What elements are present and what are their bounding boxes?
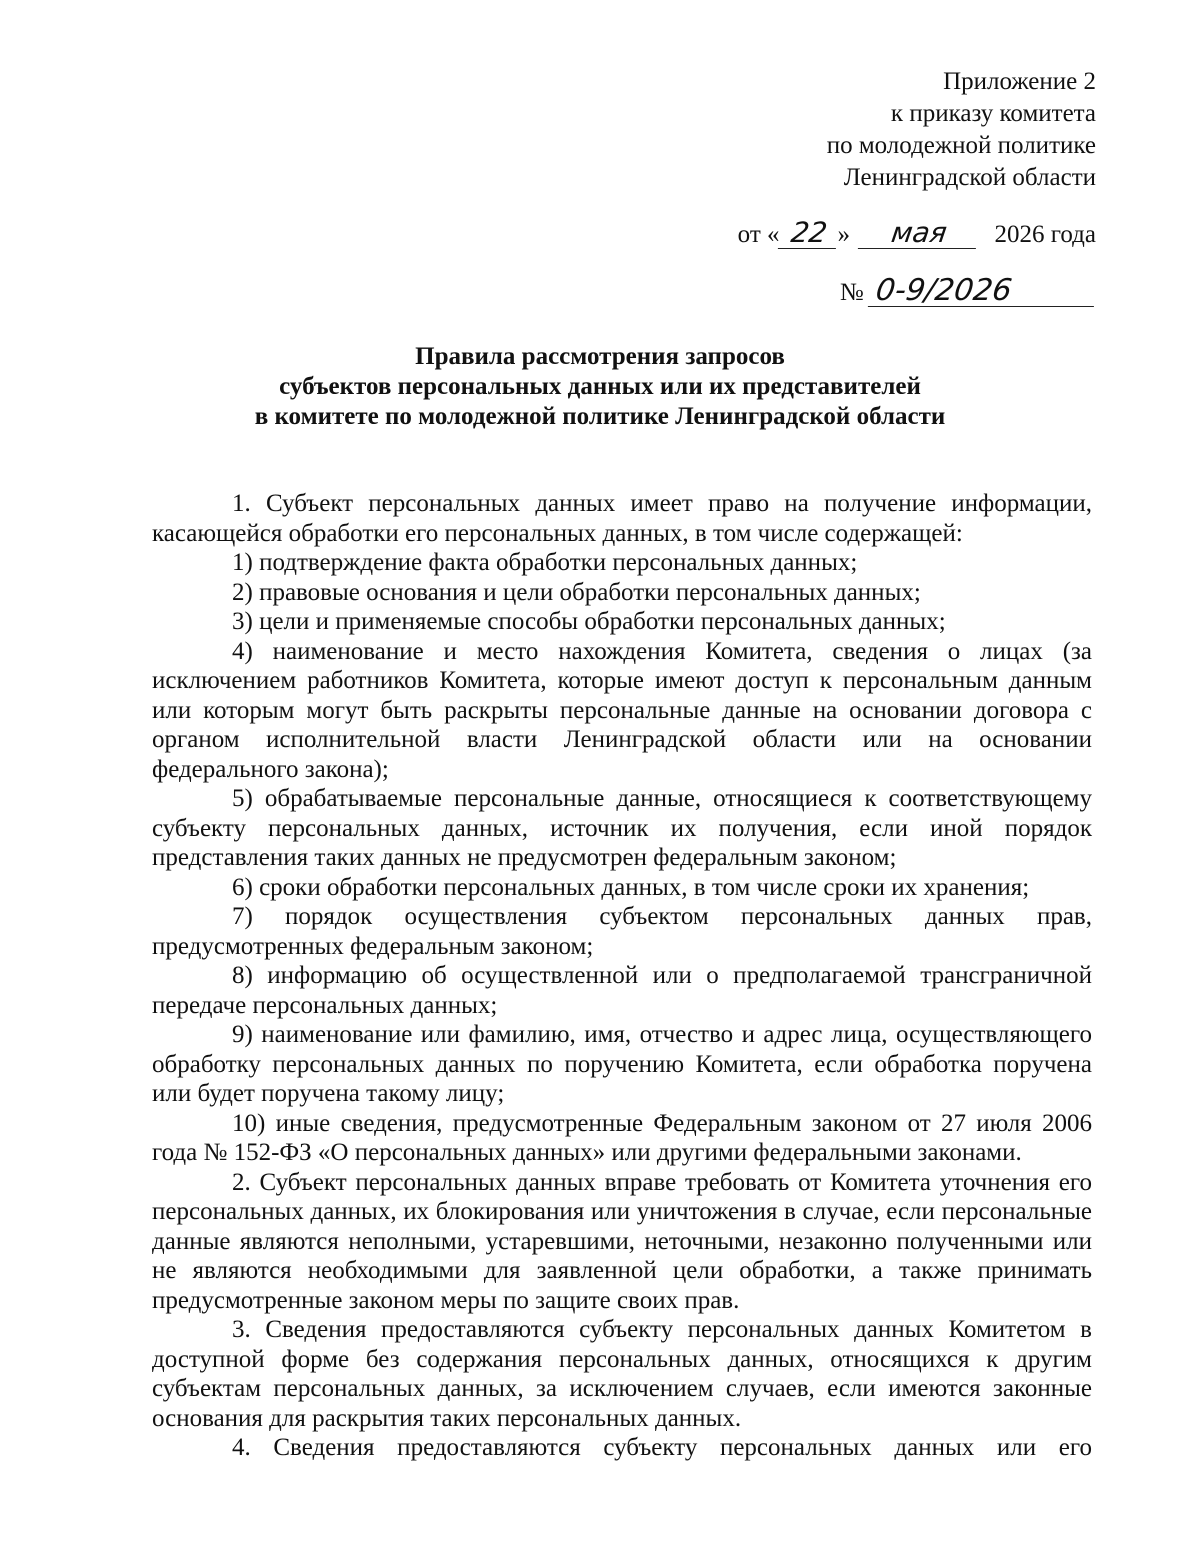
date-mid: » bbox=[837, 221, 851, 248]
paragraph: 8) информацию об осуществленной или о предполагаемой трансграничной передаче персональных данных; bbox=[152, 962, 1092, 1019]
paragraph: 1) подтверждение факта обработки персональных данных; bbox=[232, 549, 858, 576]
title-line-1: Правила рассмотрения запросов bbox=[415, 343, 785, 370]
paragraph: 6) сроки обработки персональных данных, в том числе сроки их хранения; bbox=[232, 873, 1030, 901]
paragraph: 9) наименование или фамилию, имя, отчество и адрес лица, осуществляющего обработку персональных данных по поручению Комитета, если обработка поручена или будет поручена такому лицу; bbox=[152, 1021, 1092, 1107]
paragraph: 3. Сведения предоставляются субъекту персональных данных Комитетом в доступной форме без содержания персональных данных, относящихся к другим субъектам персональных данных, за исключением случаев, если имеются законные основания для раскрытия таких персональных данных. bbox=[152, 1316, 1092, 1432]
header-line-order: к приказу комитета bbox=[890, 100, 1096, 127]
handwritten-month: мая bbox=[858, 218, 980, 249]
paragraph: 4. Сведения предоставляются субъекту персональных данных или его bbox=[232, 1434, 1092, 1461]
approval-header bbox=[827, 66, 1096, 194]
paragraph: 1. Субъект персональных данных имеет право на получение информации, касающейся обработки его персональных данных, в том числе содержащей: bbox=[152, 490, 1092, 547]
header-line-policy: по молодежной политике bbox=[826, 132, 1096, 159]
paragraph: 7) порядок осуществления субъектом персональных данных прав, предусмотренных федеральным законом; bbox=[152, 903, 1092, 960]
title-line-3: в комитете по молодежной политике Ленинградской области bbox=[254, 403, 946, 430]
number-sign: № bbox=[839, 279, 864, 306]
document-title bbox=[150, 342, 1050, 432]
title-line-2: субъектов персональных данных или их представителей bbox=[279, 373, 921, 400]
order-date bbox=[738, 218, 1096, 252]
order-number bbox=[839, 273, 1096, 310]
date-suffix: 2026 года bbox=[994, 221, 1096, 248]
header-line-region: Ленинградской области bbox=[843, 164, 1096, 191]
document-body bbox=[152, 489, 1092, 1463]
paragraph: 2. Субъект персональных данных вправе требовать от Комитета уточнения его персональных данных, их блокирования или уничтожения в случае, если персональные данные являются неполными, устаревшими, неточными, незаконно полученными или не являются необходимыми для заявленной цели обработки, а также принимать предусмотренные законом меры по защите своих прав. bbox=[152, 1168, 1092, 1314]
paragraph: 4) наименование и место нахождения Комитета, сведения о лицах (за исключением работников Комитета, которые имеют доступ к персональным данным или которым могут быть раскрыты персональные данные на основании договора с органом исполнительной власти Ленинградской области или на основании федерального закона); bbox=[152, 637, 1092, 783]
date-prefix: от « bbox=[737, 221, 780, 248]
paragraph: 2) правовые основания и цели обработки персональных данных; bbox=[232, 578, 921, 606]
paragraph: 5) обрабатываемые персональные данные, относящиеся к соответствующему субъекту персональных данных, источник их получения, если иной порядок представления таких данных не предусмотрен федеральным законом; bbox=[152, 785, 1092, 871]
handwritten-day: 22 bbox=[777, 218, 839, 249]
paragraph: 3) цели и применяемые способы обработки персональных данных; bbox=[232, 608, 946, 635]
handwritten-number: 0-9/2026 bbox=[868, 276, 1098, 307]
header-line-appendix: Приложение 2 bbox=[943, 68, 1096, 95]
paragraph: 10) иные сведения, предусмотренные Федеральным законом от 27 июля 2006 года № 152-ФЗ «О персональных данных» или другими федеральными законами. bbox=[152, 1109, 1092, 1166]
